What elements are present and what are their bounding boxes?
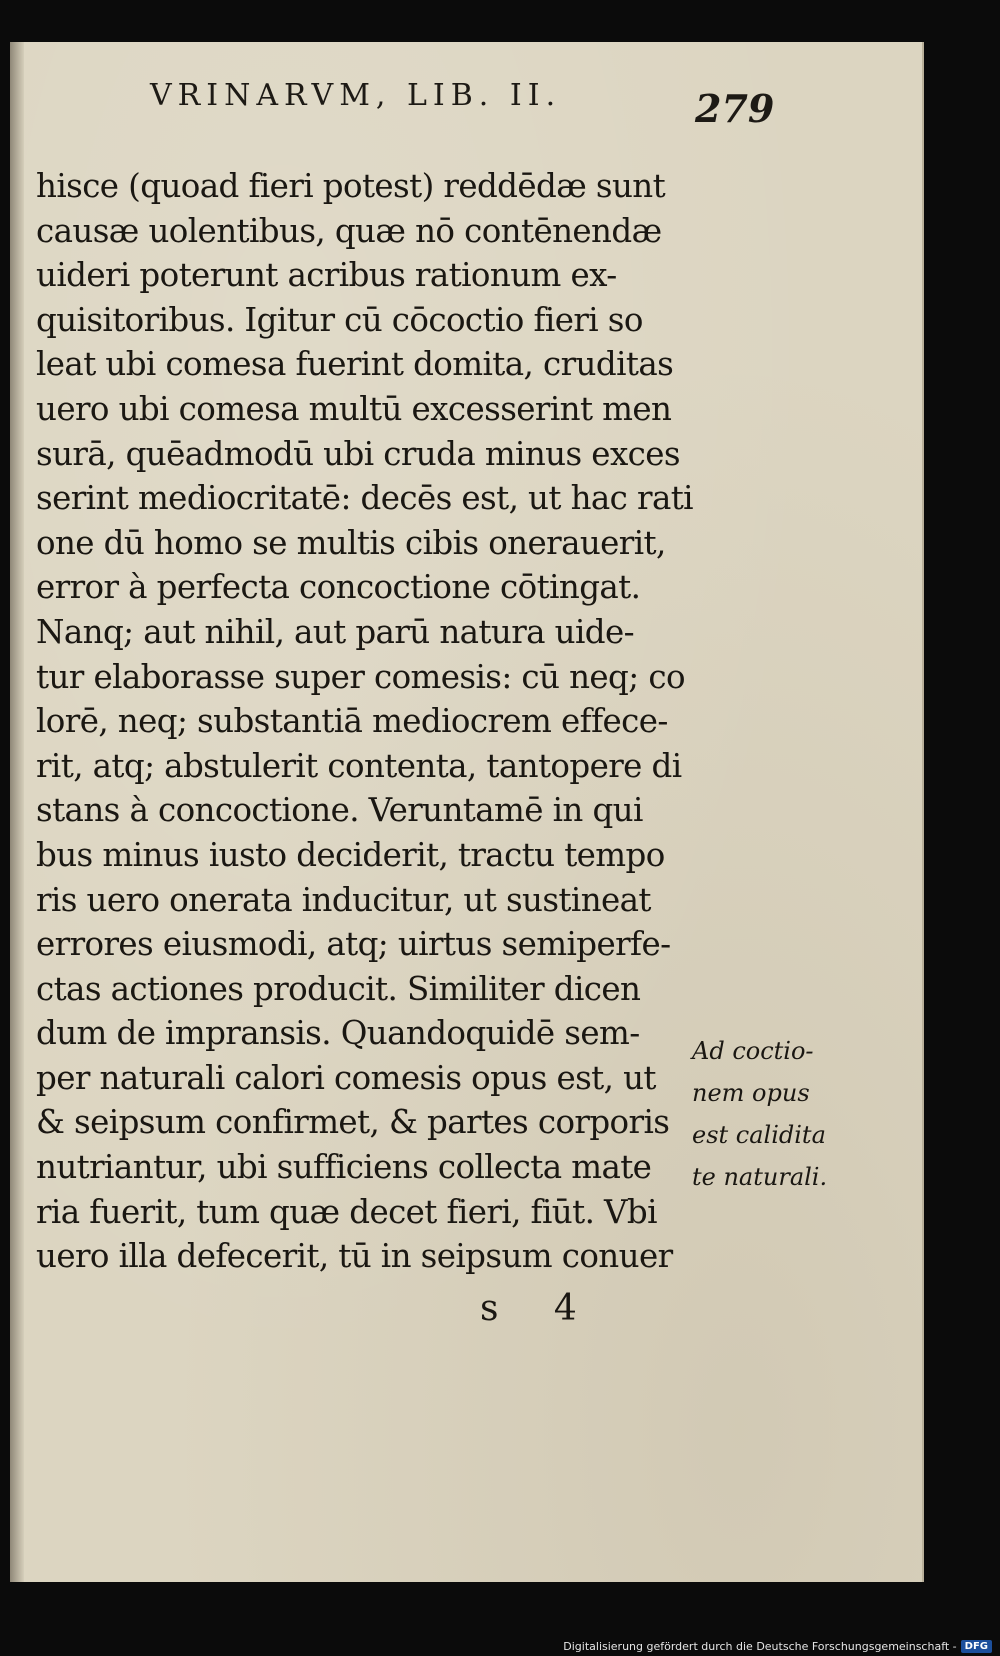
marginal-note-line: nem opus — [692, 1079, 810, 1107]
text-line: causæ uolentibus, quæ nō contēnendæ — [36, 211, 662, 250]
text-line: rit, atq; abstulerit contenta, tantopere di — [36, 746, 682, 785]
page-gutter-shadow — [10, 42, 24, 1582]
text-line: surā, quēadmodū ubi cruda minus exces — [36, 434, 680, 473]
text-line: uideri poterunt acribus rationum ex- — [36, 256, 617, 295]
text-line: lorē, neq; substantiā mediocrem effece- — [36, 702, 668, 741]
page-number: 279 — [695, 86, 775, 131]
credit-text: Digitalisierung gefördert durch die Deutsche Forschungsgemeinschaft - — [563, 1639, 957, 1653]
marginal-note — [692, 1030, 842, 1198]
text-line: uero illa defecerit, tū in seipsum conuer — [36, 1237, 673, 1276]
marginal-note-line: est calidita — [692, 1121, 826, 1149]
text-line: uero ubi comesa multū excesserint men — [36, 389, 672, 428]
text-line: Nanq; aut nihil, aut parū natura uide- — [36, 612, 635, 651]
body-text — [36, 164, 696, 1279]
text-line: per naturali calori comesis opus est, ut — [36, 1058, 656, 1097]
text-line: serint mediocritatē: decēs est, ut hac rati — [36, 479, 693, 518]
text-line: ris uero onerata inducitur, ut sustineat — [36, 880, 651, 919]
text-line: & seipsum confirmet, & partes corporis — [36, 1103, 670, 1142]
text-line: tur elaborasse super comesis: cū neq; co — [36, 657, 685, 696]
running-head: VRINARVM, LIB. II. — [150, 78, 562, 113]
text-line: ctas actiones producit. Similiter dicen — [36, 969, 641, 1008]
text-line: stans à concoctione. Veruntamē in qui — [36, 791, 643, 830]
signature-mark: s 4 — [480, 1288, 599, 1329]
text-line: bus minus iusto deciderit, tractu tempo — [36, 835, 665, 874]
marginal-note-line: Ad coctio- — [692, 1037, 814, 1065]
text-line: hisce (quoad fieri potest) reddēdæ sunt — [36, 167, 666, 205]
text-line: one dū homo se multis cibis onerauerit, — [36, 523, 666, 562]
dfg-logo: DFG — [961, 1640, 992, 1653]
text-line: errores eiusmodi, atq; uirtus semiperfe- — [36, 925, 671, 964]
text-line: dum de impransis. Quandoquidē sem- — [36, 1014, 640, 1053]
text-line: ria fuerit, tum quæ decet fieri, fiūt. Vbi — [36, 1192, 657, 1231]
text-line: error à perfecta concoctione cōtingat. — [36, 568, 641, 607]
text-line: nutriantur, ubi sufficiens collecta mate — [36, 1148, 652, 1187]
marginal-note-line: te naturali. — [692, 1163, 828, 1191]
text-line: quisitoribus. Igitur cū cōcoctio fieri so — [36, 300, 643, 339]
text-line: leat ubi comesa fuerint domita, cruditas — [36, 345, 674, 384]
digitization-credit — [563, 1636, 992, 1656]
